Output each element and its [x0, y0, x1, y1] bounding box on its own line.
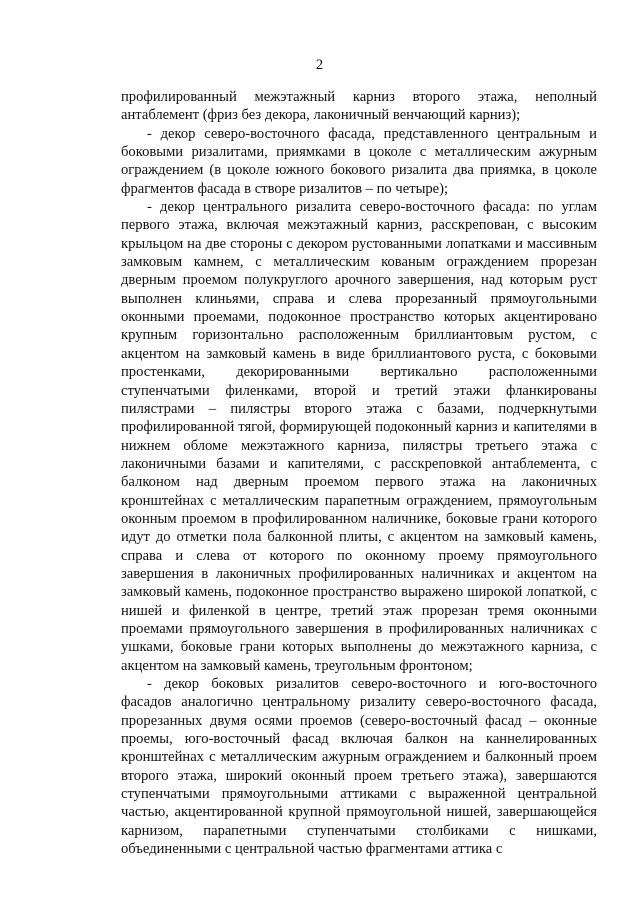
- document-body: [121, 88, 597, 858]
- page-number: 2: [315, 57, 324, 73]
- paragraph-continuation: профилированный межэтажный карниз второго этажа, неполный антаблемент (фриз без декора, лаконичный венчающий карниз);: [121, 89, 597, 124]
- paragraph-northeast-facade-decor: - декор северо-восточного фасада, представленного центральным и боковыми ризалитами, приямками в цоколе с металлическим ажурным ограждением (в цоколе южного бокового ризалита два приямка, в цоколе фрагментов фасада в створе ризалитов – по четыре);: [121, 125, 597, 197]
- paragraph-central-risalit-decor: - декор центрального ризалита северо-восточного фасада: по углам первого этажа, включая межэтажный карниз, расскрепован, с высоким крыльцом на две стороны с декором рустованными лопатками и массивным замковым камнем, с металлическим кованым ограждением прорезан дверным проемом полукруглого арочного завершения, над которым руст выполнен клиньями, справа и слева прорезанный прямоугольными оконными проемами, подоконное пространство которых акцентировано крупным горизонтально расположенным бриллиантовым рустом, с акцентом на замковый камень в виде бриллиантового руста, с боковыми простенками, декорированными вертикально расположенными ступенчатыми филенками, второй и третий этажи фланкированы пилястрами – пилястры второго этажа с базами, подчеркнутыми профилированной тягой, формирующей подоконный карниз и капителями в нижнем обломе межэтажного карниза, пилястры третьего этажа с лаконичными базами и капителями, с расскреповкой антаблемента, с балконом над дверным проемом первого этажа на лаконичных кронштейнах с металлическим парапетным ограждением, прямоугольным оконным проемом в профилированном наличнике, боковые грани которого идут до отметки пола балконной плиты, с акцентом на замковый камень, справа и слева от которого по оконному проему прямоугольного завершения в лаконичных профилированных наличниках и акцентом на замковый камень, подоконное пространство выражено широкой лопаткой, с нишей и филенкой в центре, третий этаж прорезан тремя оконными проемами прямоугольного завершения в профилированных наличниках с ушками, боковые грани которых выполнены до межэтажного карниза, с акцентом на замковый камень, треугольным фронтоном;: [121, 199, 597, 674]
- paragraph-side-risalits-decor: - декор боковых ризалитов северо-восточного и юго-восточного фасадов аналогично центральному ризалиту северо-восточного фасада, прорезанных двумя осями проемов (северо-восточный фасад – оконные проемы, юго-восточный фасад включая балкон на каннелированных кронштейнах с металлическим ажурным ограждением и балконный проем второго этажа, широкий оконный проем третьего этажа), завершаются ступенчатыми прямоугольными аттиками с выраженной центральной частью, акцентированной крупной прямоугольной нишей, завершающейся карнизом, парапетными ступенчатыми столбиками с нишками, объединенными с центральной частью фрагментами аттика с: [121, 676, 597, 858]
